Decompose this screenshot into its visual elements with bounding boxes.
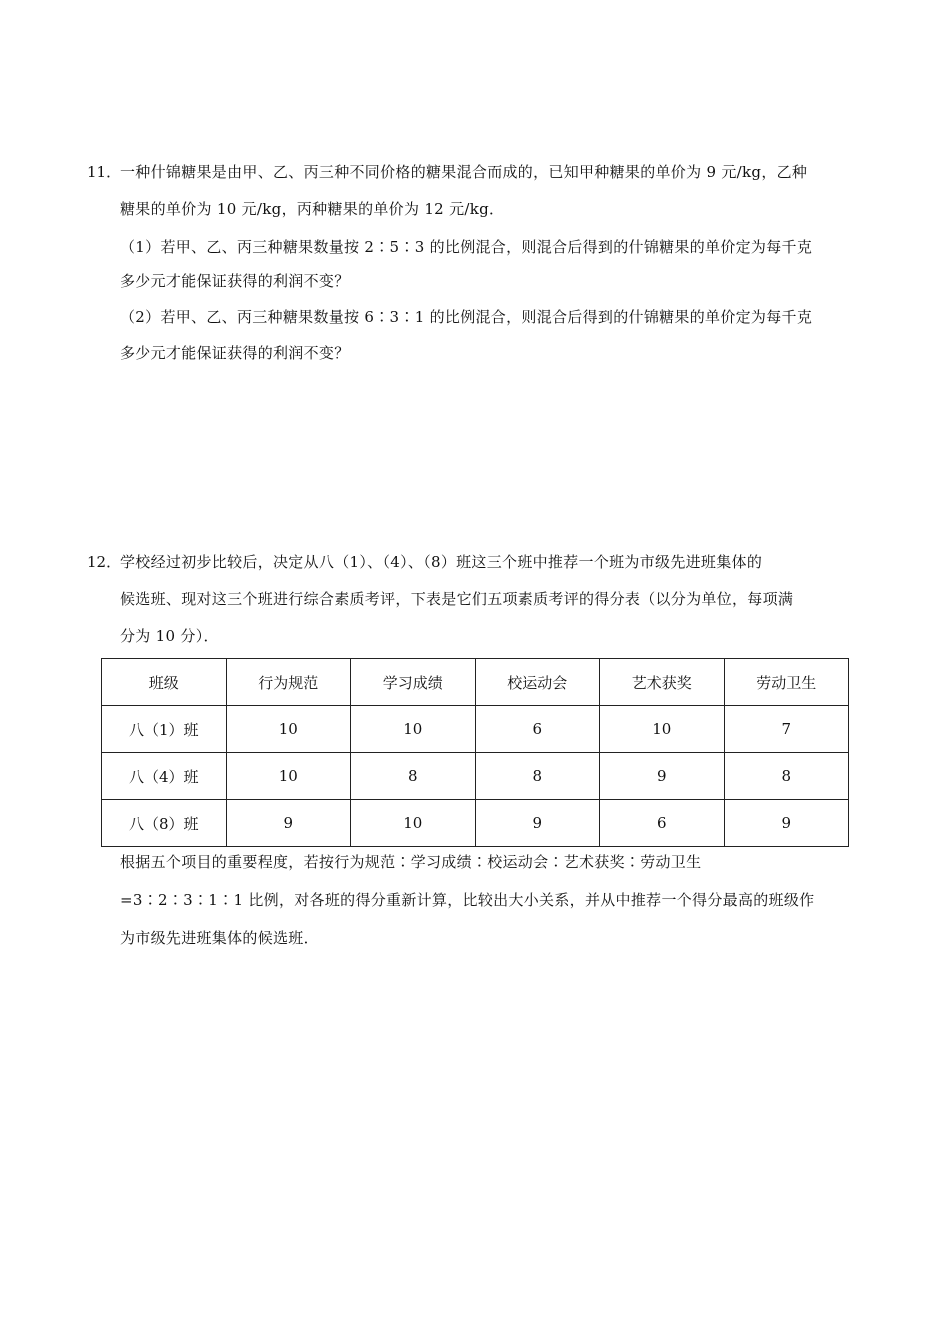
question-number: 12． — [87, 553, 122, 571]
table-row — [102, 753, 849, 800]
table-cell: 八（8）班 — [102, 800, 227, 847]
question-text-line: 分为 10 分）． — [120, 627, 219, 645]
table-cell: 8 — [351, 753, 476, 800]
question-text-line: =3∶2∶3∶1∶1 比例，对各班的得分重新计算，比较出大小关系，并从中推荐一个得分最高的班级作 — [120, 891, 815, 909]
table-cell: 8 — [475, 753, 600, 800]
table-cell: 八（1）班 — [102, 706, 227, 753]
question-text-line: 糖果的单价为 10 元/kg，丙种糖果的单价为 12 元/kg． — [120, 200, 505, 218]
score-table — [101, 658, 849, 847]
table-cell: 10 — [351, 706, 476, 753]
table-row — [102, 706, 849, 753]
table-cell: 9 — [724, 800, 849, 847]
table-cell: 10 — [600, 706, 725, 753]
question-text-line: 根据五个项目的重要程度，若按行为规范∶学习成绩∶校运动会∶艺术获奖∶劳动卫生 — [120, 853, 702, 871]
table-row — [102, 800, 849, 847]
table-cell: 7 — [724, 706, 849, 753]
table-cell: 9 — [475, 800, 600, 847]
table-header-cell: 劳动卫生 — [724, 659, 849, 706]
table-header-cell: 校运动会 — [475, 659, 600, 706]
question-text-line: 为市级先进班集体的候选班． — [120, 929, 319, 947]
question-text-line: 学校经过初步比较后，决定从八（1）、（4）、（8）班这三个班中推荐一个班为市级先进班集体的 — [120, 553, 763, 571]
table-header-cell: 行为规范 — [226, 659, 351, 706]
table-cell: 9 — [226, 800, 351, 847]
question-text-line: 候选班、现对这三个班进行综合素质考评，下表是它们五项素质考评的得分表（以分为单位，每项满 — [120, 590, 794, 608]
table-cell: 9 — [600, 753, 725, 800]
table-cell: 6 — [600, 800, 725, 847]
table-cell: 10 — [351, 800, 476, 847]
sub-question-1-line: （1）若甲、乙、丙三种糖果数量按 2∶5∶3 的比例混合，则混合后得到的什锦糖果的单价定为每千克 — [120, 238, 813, 256]
table-cell: 10 — [226, 753, 351, 800]
table-cell: 八（4）班 — [102, 753, 227, 800]
sub-question-2-line: 多少元才能保证获得的利润不变？ — [120, 344, 350, 362]
table-cell: 10 — [226, 706, 351, 753]
table-header-cell: 学习成绩 — [351, 659, 476, 706]
question-text-line: 一种什锦糖果是由甲、乙、丙三种不同价格的糖果混合而成的，已知甲种糖果的单价为 9 元/kg，乙种 — [120, 163, 808, 181]
table-cell: 6 — [475, 706, 600, 753]
table-header-cell: 艺术获奖 — [600, 659, 725, 706]
table-cell: 8 — [724, 753, 849, 800]
table-header-cell: 班级 — [102, 659, 227, 706]
sub-question-2-line: （2）若甲、乙、丙三种糖果数量按 6∶3∶1 的比例混合，则混合后得到的什锦糖果的单价定为每千克 — [120, 308, 813, 326]
sub-question-1-line: 多少元才能保证获得的利润不变？ — [120, 272, 350, 290]
table-header-row — [102, 659, 849, 706]
question-number: 11． — [87, 163, 122, 181]
